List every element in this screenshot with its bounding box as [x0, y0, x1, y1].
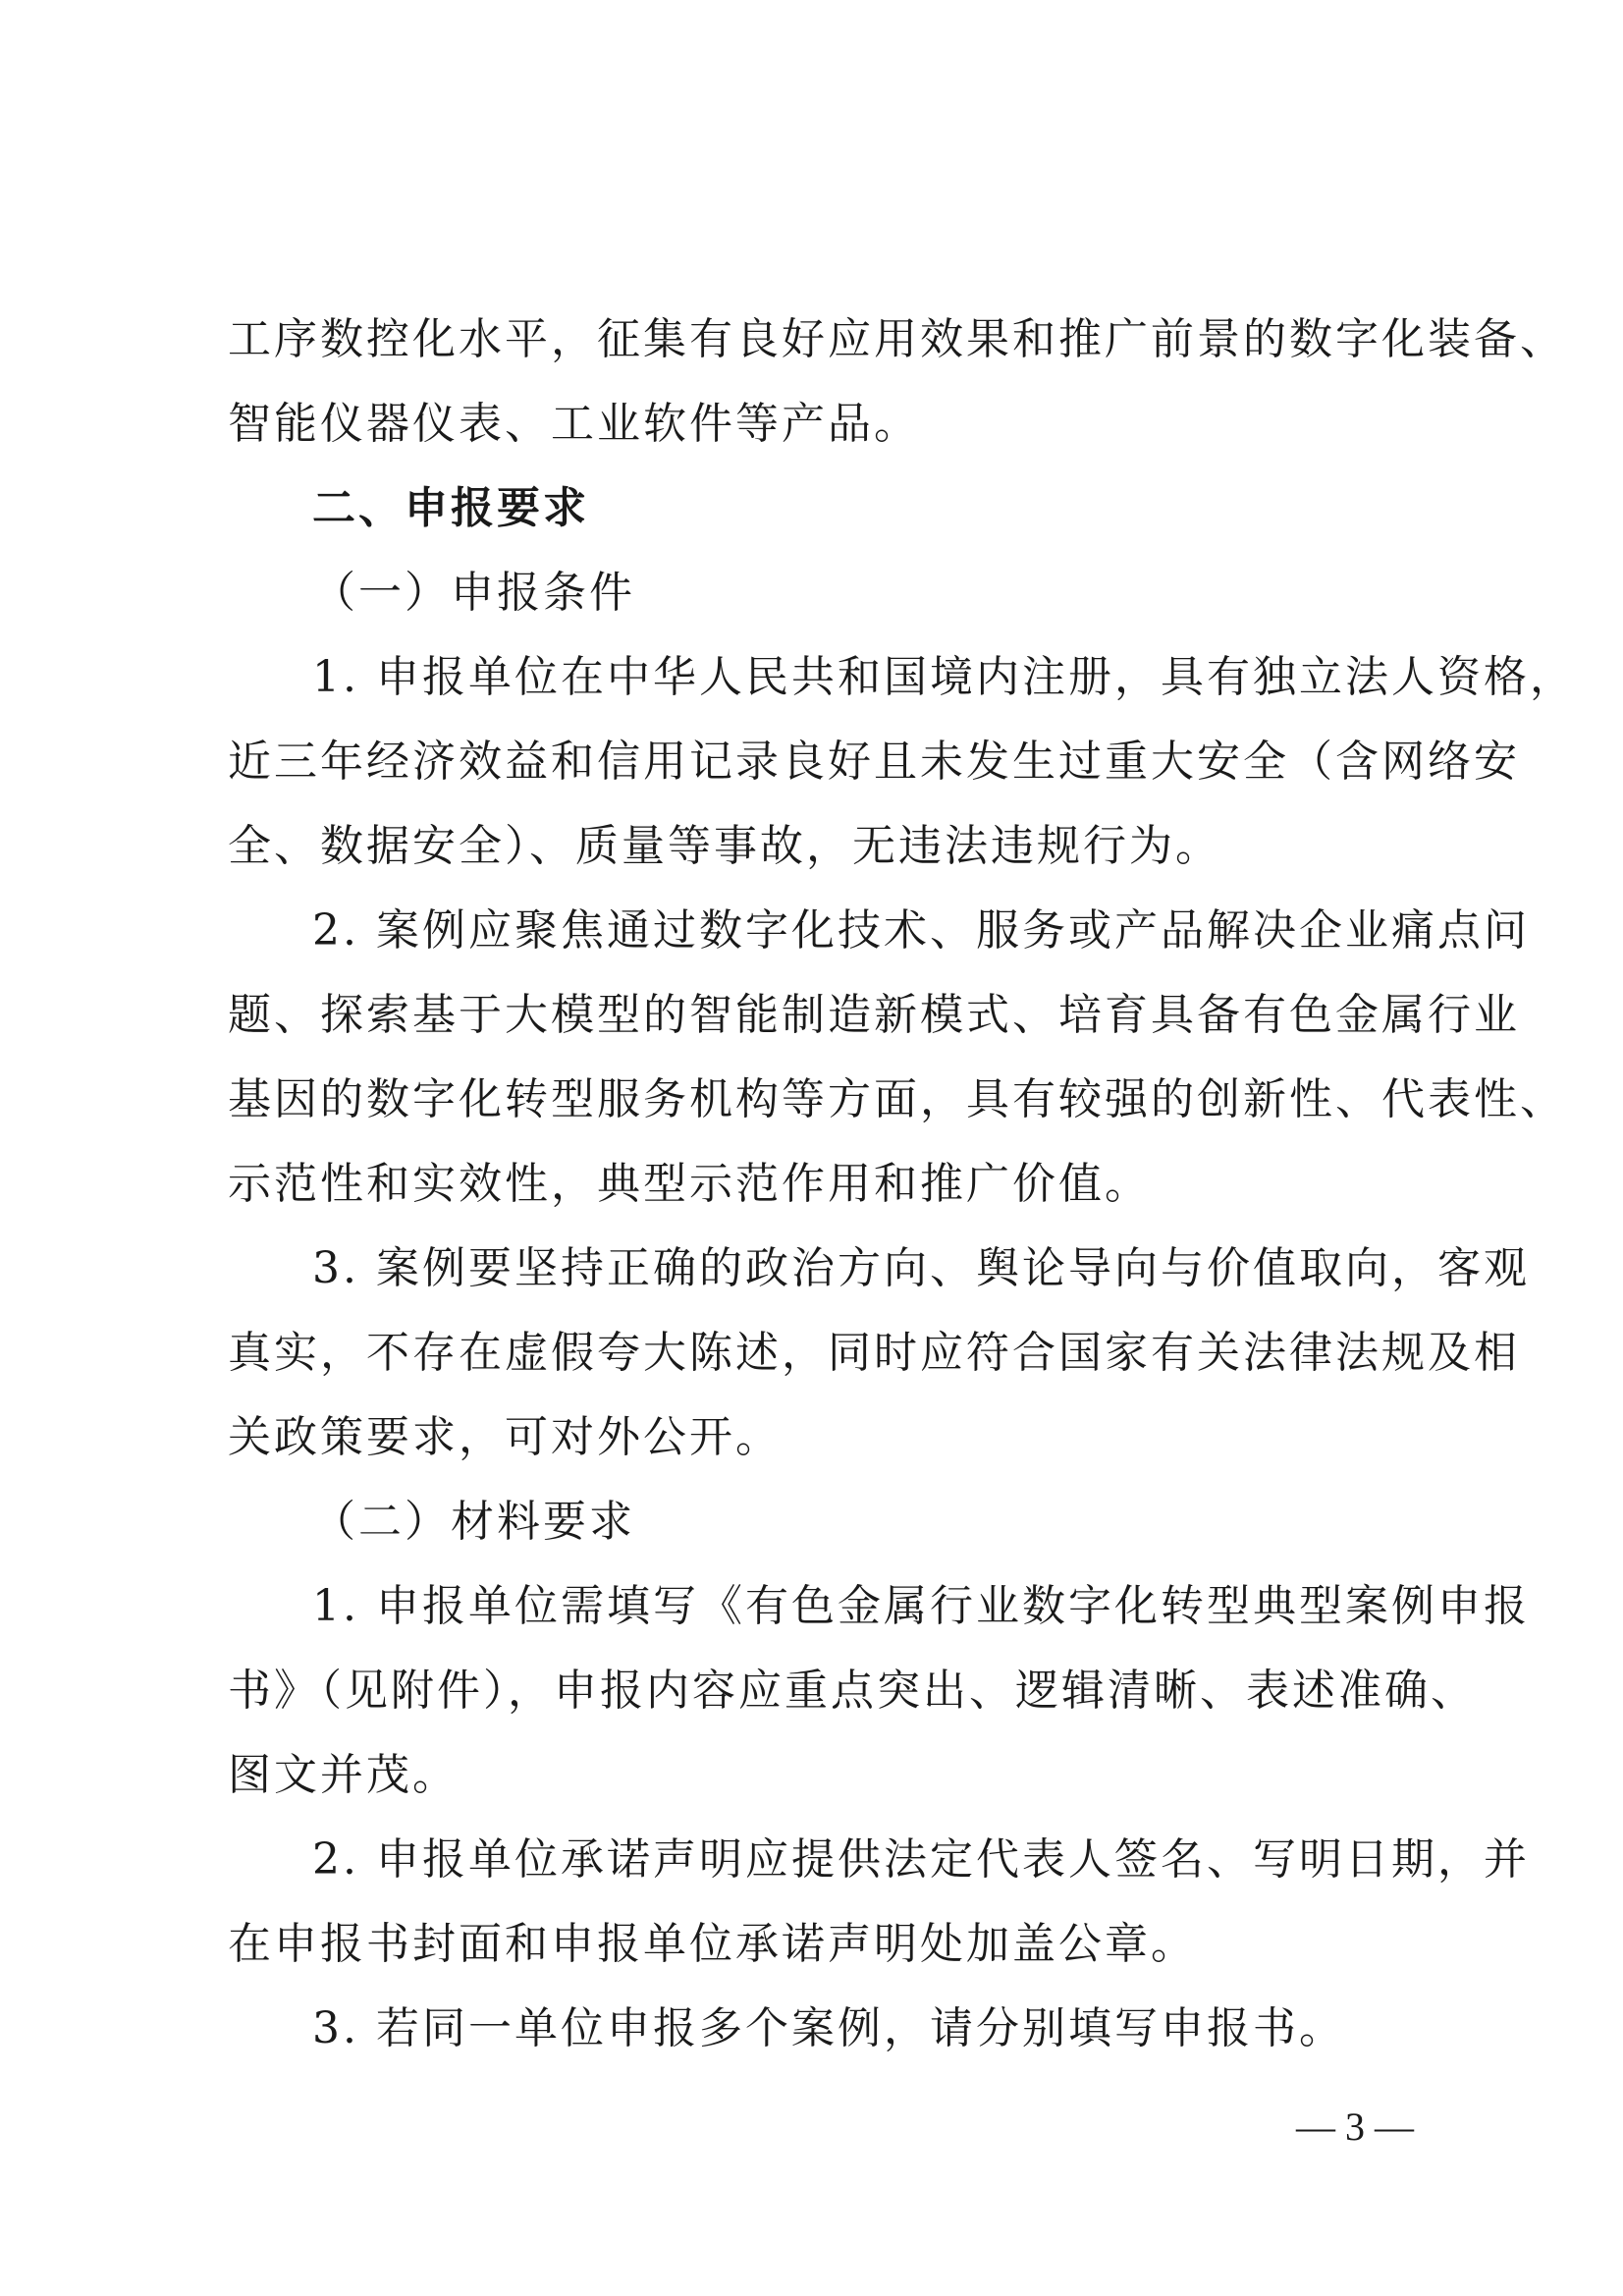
- item-line: 在申报书封面和申报单位承诺声明处加盖公章。: [228, 1919, 1197, 1969]
- item-line: 基因的数字化转型服务机构等方面，具有较强的创新性、代表性、: [228, 1074, 1566, 1124]
- item-line: 真实，不存在虚假夸大陈述，同时应符合国家有关法律法规及相: [228, 1328, 1520, 1378]
- item-line: 关政策要求，可对外公开。: [228, 1412, 782, 1462]
- paragraph-line: 工序数控化水平，征集有良好应用效果和推广前景的数字化装备、: [228, 314, 1566, 364]
- item-line: 全、数据安全）、质量等事故，无违法违规行为。: [228, 821, 1221, 871]
- item-line: 3. 案例要坚持正确的政治方向、舆论导向与价值取向，客观: [312, 1243, 1530, 1293]
- item-line: 3. 若同一单位申报多个案例，请分别填写申报书。: [312, 2003, 1345, 2053]
- page-number: — 3 —: [1296, 2105, 1414, 2149]
- item-line: 示范性和实效性，典型示范作用和推广价值。: [228, 1159, 1151, 1209]
- item-line: 2. 案例应聚焦通过数字化技术、服务或产品解决企业痛点问: [312, 905, 1530, 956]
- item-line: 题、探索基于大模型的智能制造新模式、培育具备有色金属行业: [228, 990, 1520, 1040]
- paragraph-line: 智能仪器仪表、工业软件等产品。: [228, 399, 920, 449]
- section-heading: 二、申报要求: [312, 483, 589, 533]
- item-line: 1. 申报单位需填写《有色金属行业数字化转型典型案例申报: [312, 1581, 1530, 1631]
- item-line: 书》（见附件），申报内容应重点突出、逻辑清晰、表述准确、: [228, 1666, 1477, 1716]
- subsection-heading: （二）材料要求: [312, 1497, 635, 1547]
- subsection-heading: （一）申报条件: [312, 568, 635, 618]
- item-line: 2. 申报单位承诺声明应提供法定代表人签名、写明日期，并: [312, 1834, 1530, 1885]
- item-line: 近三年经济效益和信用记录良好且未发生过重大安全（含网络安: [228, 737, 1520, 787]
- item-line: 图文并茂。: [228, 1750, 459, 1800]
- item-line: 1. 申报单位在中华人民共和国境内注册，具有独立法人资格，: [312, 652, 1576, 702]
